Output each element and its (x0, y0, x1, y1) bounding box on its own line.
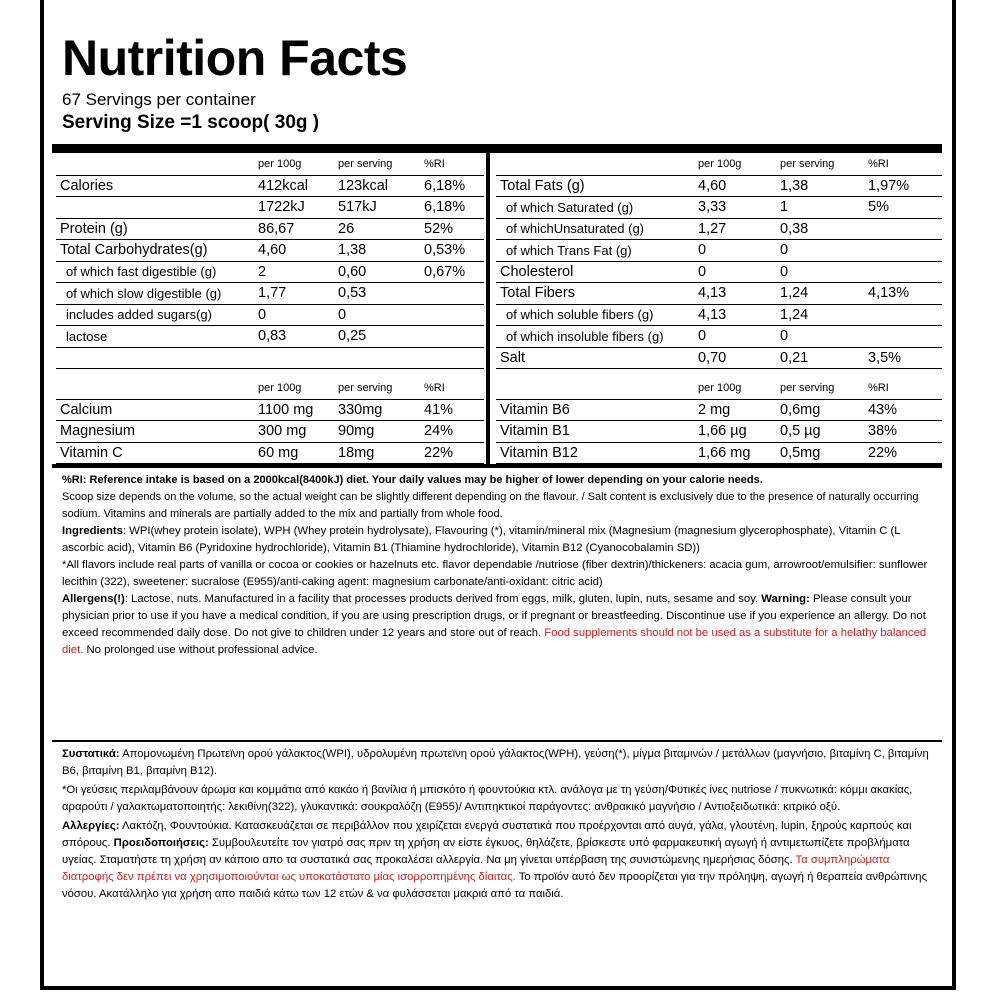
table-header-row (56, 154, 484, 175)
value-per100: 2 (254, 261, 334, 283)
nutrient-name: Total Fats (g) (496, 175, 694, 197)
center-divider (486, 153, 490, 466)
nutrient-name: Magnesium (56, 421, 254, 443)
value-ri: 5% (864, 197, 942, 219)
table-row (56, 283, 484, 305)
table-row (496, 197, 942, 219)
nutrient-name: Calcium (56, 399, 254, 421)
table-row (496, 326, 942, 348)
header-ri: %RI (420, 154, 484, 175)
value-per100: 0 (254, 304, 334, 326)
nutrient-name: Total Fibers (496, 283, 694, 305)
value-ri (864, 218, 942, 240)
value-per100: 4,60 (254, 240, 334, 262)
value-ri: 0,67% (420, 261, 484, 283)
value-ri (864, 326, 942, 348)
value-per100: 4,13 (694, 283, 776, 305)
value-ri: 0,53% (420, 240, 484, 262)
value-perserving: 18mg (334, 442, 420, 464)
nutrient-name: Calories (56, 175, 254, 197)
nutrient-name: of which Trans Fat (g) (496, 240, 694, 262)
nutrient-name: of which slow digestible (g) (56, 283, 254, 305)
table-row (56, 442, 484, 464)
value-per100: 0 (694, 326, 776, 348)
nutrient-name: Total Carbohydrates(g) (56, 240, 254, 262)
value-perserving: 26 (334, 218, 420, 240)
value-ri: 38% (864, 421, 942, 443)
table-row (496, 283, 942, 305)
table-row (496, 421, 942, 443)
greek-warning-label: Προειδοποιήσεις: (113, 837, 209, 849)
scoop-note: Scoop size depends on the volume, so the actual weight can be slightly different depending on the flavour. / Salt content is exclusively due to the presence of naturally occurring sodium. Vitamins and minerals are partially added to the mix and partially from whole food. (62, 491, 919, 520)
ingredients-text: : WPI(whey protein isolate), WPH (Whey protein hydrolysate), Flavouring (*), vitamin/mineral mix (Magnesium (magnesium glycerophosphate), Vitamin C (L ascorbic acid), Vitamin B6 (Pyridoxine hydrochloride), Vitamin B1 (Thiamine hydrochloride), Vitamin B12 (Cyanocobalamin SD)) (62, 525, 901, 554)
value-per100: 60 mg (254, 442, 334, 464)
header-per100: per 100g (694, 378, 776, 399)
language-divider (52, 740, 942, 742)
value-perserving: 1,38 (776, 175, 864, 197)
value-per100: 300 mg (254, 421, 334, 443)
nutrient-name: Protein (g) (56, 218, 254, 240)
value-perserving: 0,60 (334, 261, 420, 283)
table-row (496, 175, 942, 197)
value-ri (420, 283, 484, 305)
header-perserving: per serving (776, 154, 864, 175)
table-bottom-bar (52, 464, 942, 468)
value-per100: 0,70 (694, 347, 776, 369)
nutrient-name: Salt (496, 347, 694, 369)
greek-notes (62, 746, 934, 903)
value-per100 (254, 347, 334, 369)
value-per100: 0,83 (254, 326, 334, 348)
greek-ingredients-text: Απομονωμένη Πρωτεϊνη ορού γάλακτος(WPI), υδρολυμένη πρωτεϊνη ορού γάλακτος(WPH), γεύση(*), μίγμα βιταμινών / μετάλλων (μαγνήσιο, βιταμίνη C, βιταμίνη Β6, βιταμίνη Β1, βιταμίνη Β12). (62, 748, 929, 777)
value-per100: 1,66 µg (694, 421, 776, 443)
value-per100: 3,33 (694, 197, 776, 219)
table-row (496, 304, 942, 326)
value-perserving: 1,38 (334, 240, 420, 262)
nutrient-name: Vitamin B1 (496, 421, 694, 443)
allergens-label: Allergens(!) (62, 593, 125, 605)
table-row (56, 218, 484, 240)
value-per100: 1100 mg (254, 399, 334, 421)
greek-allergens-paragraph (62, 818, 934, 903)
nutrient-name: Cholesterol (496, 261, 694, 283)
value-perserving: 0,6mg (776, 399, 864, 421)
value-ri (864, 304, 942, 326)
value-per100: 1722kJ (254, 197, 334, 219)
greek-warning-red-text: Τα συμπληρώματα διατροφής δεν πρέπει να χρησιμοποιούνται ως υποκατάστατο μίας ισορροπημένης δίαιτας. (62, 854, 890, 883)
top-thick-bar (52, 144, 942, 153)
table-row (56, 326, 484, 348)
english-notes (62, 472, 934, 659)
header-ri: %RI (864, 154, 942, 175)
table-row (496, 442, 942, 464)
ri-note: %RI: Reference intake is based on a 2000kcal(8400kJ) diet. Your daily values may be higher of lower depending on your calorie needs. (62, 474, 763, 486)
servings-per-container: 67 Servings per container (62, 90, 256, 109)
ingredients-paragraph (62, 523, 934, 557)
value-perserving: 123kcal (334, 175, 420, 197)
value-ri: 43% (864, 399, 942, 421)
table-row (56, 421, 484, 443)
value-perserving: 517kJ (334, 197, 420, 219)
greek-warning-end-text: Το προϊόν αυτό δεν προορίζεται για την πρόληψη, αγωγή ή θεραπεία ανθρώπινης νόσου. Ακατάλληλο για χρήση απο παιδιά κάτω των 12 ετών & να φυλάσσεται μακριά από τα παιδιά. (62, 871, 928, 900)
value-perserving: 0,21 (776, 347, 864, 369)
value-ri: 6,18% (420, 175, 484, 197)
value-per100: 1,66 mg (694, 442, 776, 464)
warning-text: Please consult your physician prior to use if you have a medical condition, if you are using prescription drugs, or if pregnant or breastfeeding. Discontinue use if you experience an allergy. Do not exceed recommended daily dose. Do not give to children under 12 years and store out of reach. (62, 593, 926, 639)
table-header-row (496, 154, 942, 175)
serving-size: Serving Size =1 scoop( 30g ) (62, 112, 320, 133)
warning-red-text: Food supplements should not be used as a substitute for a helathy balanced diet. (62, 627, 927, 656)
header-perserving: per serving (334, 154, 420, 175)
greek-flavors-text: *Οι γεύσεις περιλαμβάνουν άρωμα και κομμάτια από κακάο ή βανίλια ή μπισκότο ή φουντούκια κτλ. ανάλογα με τη γεύση/Φυτικές ίνες nutriose / πυκνωτικά: κόμμι ακακίας, αραρούτι / γαλακτωματοποιητής: λεκιθίνη(322), γλυκαντικά: σουκραλόζη (Ε955)/ Αντιπηκτικοί παράγοντες: ανθρακικό μαγνήσιο / Αντιοξειδωτικά: κιτρικό οξύ. (62, 784, 913, 813)
table-header-row (56, 378, 484, 399)
greek-ingredients-label: Συστατικά: (62, 748, 120, 760)
greek-allergens-text: Λακτόζη, Φουντούκια. Κατασκευάζεται σε περιβάλλον που χειρίζεται ενεργά συστατικά που προέρχονται από αυγά, γάλα, γλουτένη, lupin, ξηρούς καρπούς και σπόρους. (62, 820, 912, 849)
nutrient-name: lactose (56, 326, 254, 348)
value-perserving: 0 (776, 261, 864, 283)
header-perserving: per serving (776, 378, 864, 399)
table-row (56, 197, 484, 219)
nutrient-name: of whichUnsaturated (g) (496, 218, 694, 240)
table-row (56, 240, 484, 262)
table-row (496, 261, 942, 283)
table-row (56, 304, 484, 326)
value-per100: 0 (694, 261, 776, 283)
header-per100: per 100g (254, 378, 334, 399)
value-perserving: 0,38 (776, 218, 864, 240)
value-ri: 22% (864, 442, 942, 464)
warning-end-text: No prolonged use without professional advice. (83, 644, 318, 656)
value-per100: 4,13 (694, 304, 776, 326)
value-per100: 86,67 (254, 218, 334, 240)
table-row (56, 399, 484, 421)
table-row (496, 218, 942, 240)
value-ri (864, 240, 942, 262)
value-per100: 4,60 (694, 175, 776, 197)
value-per100: 412kcal (254, 175, 334, 197)
right-mineral-table (496, 378, 942, 464)
nutrient-name: Vitamin C (56, 442, 254, 464)
value-ri: 41% (420, 399, 484, 421)
value-perserving (334, 347, 420, 369)
header-per100: per 100g (694, 154, 776, 175)
value-per100: 0 (694, 240, 776, 262)
table-header-row (496, 378, 942, 399)
table-row (56, 175, 484, 197)
flavors-text: *All flavors include real parts of vanilla or cocoa or cookies or hazelnuts etc. flavor dependable /nutriose (fiber dextrin)/thickeners: acacia gum, arrowroot/emulsifier: sunflower lecithin (322), sweetener: sucralose (E955)/anti-caking agent: magnesium carbonate/anti-oxidant: citric acid) (62, 559, 928, 588)
nutrient-name (56, 197, 254, 219)
nutrient-name: of which fast digestible (g) (56, 261, 254, 283)
value-perserving: 0,53 (334, 283, 420, 305)
value-ri (420, 347, 484, 369)
header-per100: per 100g (254, 154, 334, 175)
value-perserving: 0 (776, 240, 864, 262)
nutrient-name: Vitamin B12 (496, 442, 694, 464)
value-ri (864, 261, 942, 283)
value-ri: 22% (420, 442, 484, 464)
table-row (496, 399, 942, 421)
nutrient-name: Vitamin B6 (496, 399, 694, 421)
value-ri: 3,5% (864, 347, 942, 369)
value-perserving: 0 (334, 304, 420, 326)
value-ri: 52% (420, 218, 484, 240)
right-nutrition-table (496, 154, 942, 369)
value-per100: 1,77 (254, 283, 334, 305)
ingredients-label: Ingredients (62, 525, 123, 537)
allergens-paragraph (62, 591, 934, 659)
greek-allergens-label: Αλλεργίες: (62, 820, 120, 832)
table-row (496, 240, 942, 262)
nutrient-name: includes added sugars(g) (56, 304, 254, 326)
value-perserving: 330mg (334, 399, 420, 421)
value-per100: 1,27 (694, 218, 776, 240)
value-ri: 4,13% (864, 283, 942, 305)
table-row (56, 347, 484, 369)
value-ri: 24% (420, 421, 484, 443)
warning-label: Warning: (761, 593, 810, 605)
header-perserving: per serving (334, 378, 420, 399)
table-row (496, 347, 942, 369)
value-ri: 6,18% (420, 197, 484, 219)
value-perserving: 0,5 µg (776, 421, 864, 443)
nutrient-name: of which insoluble fibers (g) (496, 326, 694, 348)
left-mineral-table (56, 378, 484, 464)
nutrient-name (56, 347, 254, 369)
nutrient-name: of which Saturated (g) (496, 197, 694, 219)
table-row (56, 261, 484, 283)
value-perserving: 0,25 (334, 326, 420, 348)
nutrition-title: Nutrition Facts (62, 30, 408, 86)
value-perserving: 1,24 (776, 283, 864, 305)
allergens-text: : Lactose, nuts. Manufactured in a facility that processes products derived from eggs, milk, gluten, lupin, nuts, sesame and soy. (124, 593, 759, 605)
nutrient-name: of which soluble fibers (g) (496, 304, 694, 326)
value-ri (420, 304, 484, 326)
value-perserving: 0 (776, 326, 864, 348)
value-perserving: 1,24 (776, 304, 864, 326)
header-ri: %RI (420, 378, 484, 399)
value-per100: 2 mg (694, 399, 776, 421)
value-ri (420, 326, 484, 348)
value-ri: 1,97% (864, 175, 942, 197)
header-ri: %RI (864, 378, 942, 399)
greek-ingredients-paragraph (62, 746, 934, 780)
value-perserving: 90mg (334, 421, 420, 443)
left-nutrition-table (56, 154, 484, 369)
value-perserving: 1 (776, 197, 864, 219)
value-perserving: 0,5mg (776, 442, 864, 464)
greek-warning-text: Συμβουλευτείτε τον γιατρό σας πριν τη χρήση αν είστε έγκυος, θηλάζετε, βρίσκεστε υπό φαρμακευτική αγωγή ή αντιμετωπίζετε προβλήματα υγείας. Σταματήστε τη χρήση αν κάποιο απο τα συστατικά σας προκαλέσει αλλεργία. Να μη γίνεται υπέρβαση της συνιστώμενης ημερήσιας δόσης. (62, 837, 910, 866)
